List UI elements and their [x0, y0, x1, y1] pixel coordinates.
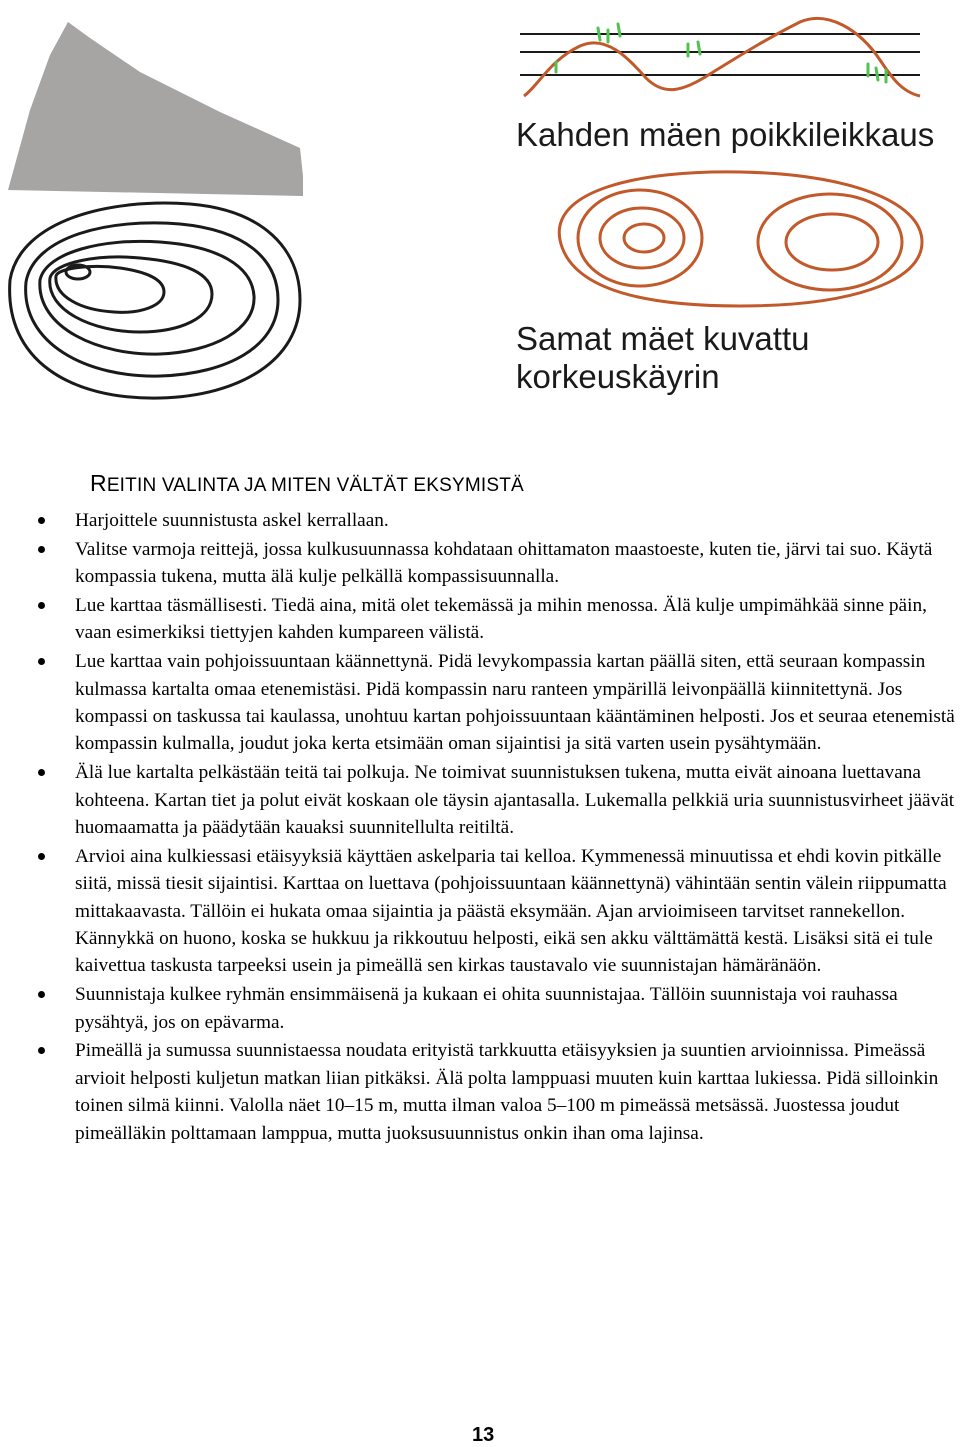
grass-mark: [698, 42, 700, 54]
cross-section-profile: [524, 18, 920, 96]
list-item: Arvioi aina kulkiessasi etäisyyksiä käyttäen askelparia tai kelloa. Kymmenessä minuutissa et ehdi kovin pitkälle siitä, missä tiesit sijaintisi. Karttaa on luettava (pohjoissuuntaan käännettynä) vähintään sentin välein riippumatta mittakaavasta. Tällöin ei hukata omaa sijaintia ja päästä eksymään. Ajan arvioimiseen tarvitset rannekellon. Kännykkä on huono, koska se hukkuu ja rikkoutuu helposti, eikä sen akku välttämättä kestä. Lisäksi sitä ei tule kaivettua taskusta tarpeeksi usein ja pimeällä sen kirkas taustavalo vie suunnistajan hämäränäön.: [36, 843, 956, 980]
contour-caption: [516, 320, 809, 396]
page-number: 13: [472, 1424, 495, 1446]
list-item: Lue karttaa vain pohjoissuuntaan käännettynä. Pidä levykompassia kartan päällä siten, että seuraan kompassin kulmassa kartalta omaa etenemistäsi. Pidä kompassin naru ranteen ympärillä leivonpäällä kiinnitettynä. Jos kompassi on taskussa tai kaulassa, unohtuu kartan pohjoissuuntaan kääntäminen helposti. Jos et seuraa etenemistä kompassin kulmalla, joudut joka kerta etsimään oman sijaintisi ja sitä varten usein pysähtymään.: [36, 648, 956, 758]
contour-line-1: [10, 203, 300, 398]
brown-contour-outer: [559, 172, 922, 306]
grass-mark: [618, 24, 620, 36]
section-heading-initial: R: [90, 470, 107, 496]
list-item: Lue karttaa täsmällisesti. Tiedä aina, mitä olet tekemässä ja mihin menossa. Älä kulje umpimähkää sinne päin, vaan esimerkiksi tiettyjen kahden kumpareen välistä.: [36, 592, 956, 647]
contour-caption-line-1: Samat mäet kuvattu: [516, 320, 810, 357]
grass-mark: [598, 28, 600, 40]
cross-section-caption: Kahden mäen poikkileikkaus: [516, 116, 935, 153]
section-heading-rest: EITIN VALINTA JA MITEN VÄLTÄT EKSYMISTÄ: [106, 475, 524, 496]
brown-contour-left-3: [624, 224, 664, 252]
contour-caption-line-2: korkeuskäyrin: [516, 358, 720, 395]
cross-section-figure: [520, 0, 940, 112]
section-heading: [90, 470, 524, 497]
contour-line-5: [56, 266, 164, 312]
grass-mark: [876, 68, 878, 80]
brown-contour-figure: [530, 160, 950, 320]
list-item: Suunnistaja kulkee ryhmän ensimmäisenä ja kukaan ei ohita suunnistajaa. Tällöin suunnistaja voi rauhassa pysähtyä, jos on epävarma.: [36, 981, 956, 1036]
advice-bullet-list: [36, 507, 956, 1148]
list-item: Pimeällä ja sumussa suunnistaessa noudata erityistä tarkkuutta etäisyyksien ja suuntien arvioinnissa. Pimeässä arvioit helposti kuljetun matkan liian pitkäksi. Älä polta lamppuasi muuten kuin karttaa lukiessa. Pidä silloinkin toinen silmä kiinni. Valolla näet 10–15 m, mutta ilman valoa 5–100 m pimeässä metsässä. Juostessa joudut pimeälläkin polttamaan lamppua, mutta juoksusuunnistus onkin ihan oma lajinsa.: [36, 1037, 956, 1147]
hill-silhouette-figure: [0, 0, 320, 200]
list-item: Harjoittele suunnistusta askel kerrallaan.: [36, 507, 956, 534]
list-item: Valitse varmoja reittejä, jossa kulkusuunnassa kohdataan ohittamaton maastoeste, kuten tie, järvi tai suo. Käytä kompassia tukena, mutta älä kulje pelkällä kompassisuunnalla.: [36, 536, 956, 591]
brown-contour-right-1: [758, 194, 902, 290]
hill-silhouette-shape: [8, 22, 303, 196]
black-contour-figure: [0, 190, 320, 420]
list-item: Älä lue kartalta pelkästään teitä tai polkuja. Ne toimivat suunnistuksen tukena, mutta eivät ainoana luettavana kohteena. Kartan tiet ja polut eivät koskaan ole täysin ajantasalla. Lukemalla pelkkiä uria suunnistusvirheet jäävät huomaamatta ja päädytään kauaksi suunnitellulta reitiltä.: [36, 759, 956, 841]
brown-contour-right-2: [786, 214, 878, 270]
brown-contour-left-2: [600, 208, 684, 268]
